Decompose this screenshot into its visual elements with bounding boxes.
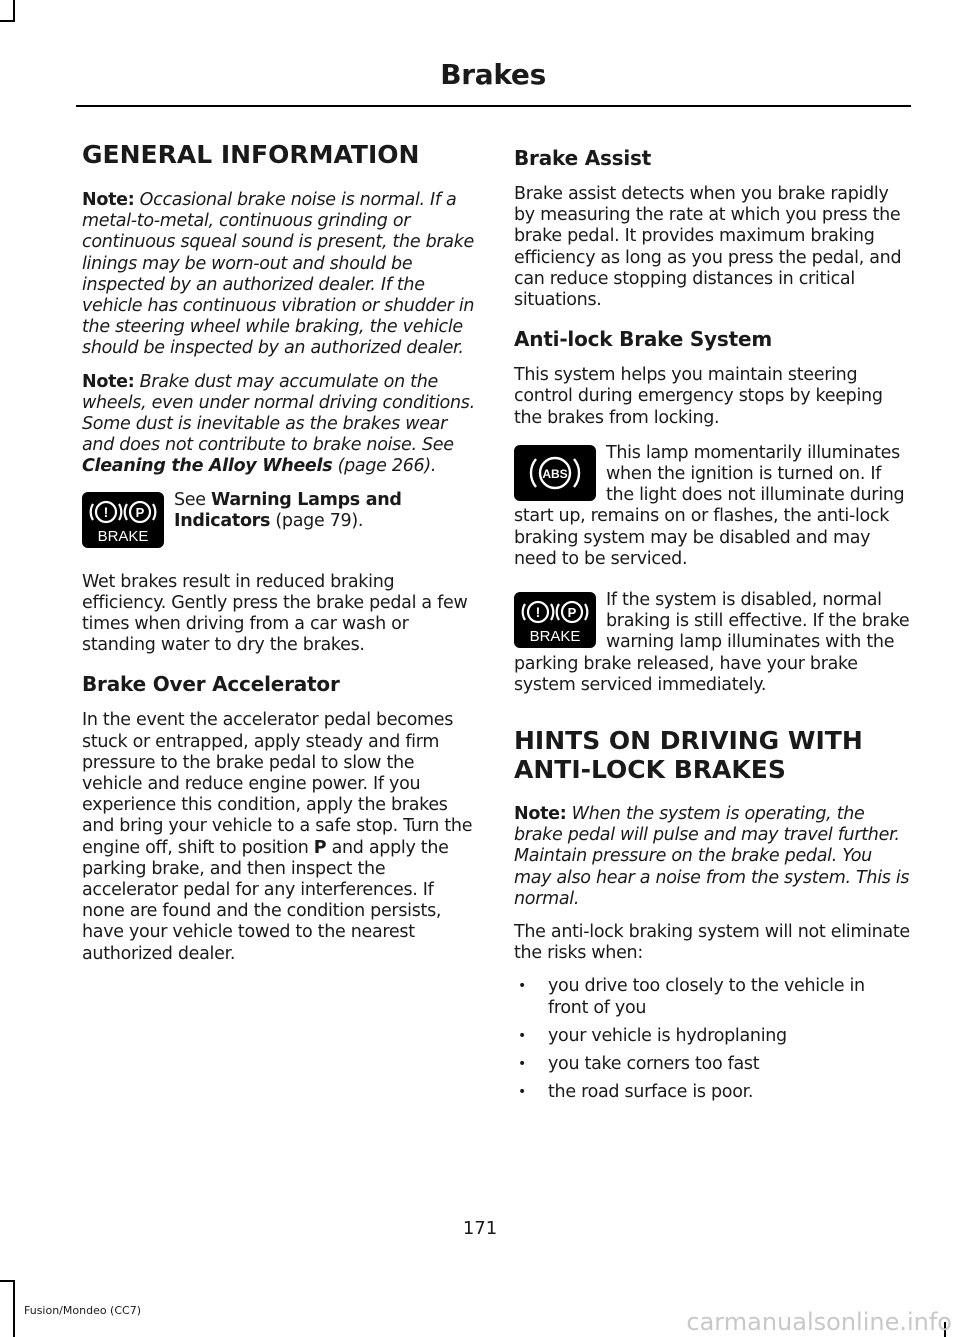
abs-icon-label: ABS: [542, 466, 568, 481]
boa-text: In the event the accelerator pedal becomes stuck or entrapped, apply steady and firm pressure to the brake pedal to slow the vehicle and reduce engine power. If you experience this condition, apply the brakes and bring your vehicle to a safe stop. Turn the engine off, shift to position: [82, 710, 473, 858]
list-item: • the road surface is poor.: [514, 1082, 910, 1103]
svg-text:P: P: [135, 504, 145, 520]
note-label: Note:: [82, 371, 135, 392]
brake-over-accelerator-heading: Brake Over Accelerator: [82, 672, 340, 697]
note-text: Occasional brake noise is normal. If a metal-to-metal, continuous grinding or continuous squeal sound is present, the brake linings may be worn-out and should be inspected by an authorized dealer. If the vehicle has continuous vibration or shudder in the steering wheel while braking, the vehicle should be inspected by an authorized dealer.: [82, 190, 475, 359]
hints-heading-line-1: HINTS ON DRIVING WITH: [514, 726, 863, 756]
warning-lamps-link[interactable]: Warning Lamps and Indicators: [174, 489, 402, 531]
brake-warning-lamp-icon: [514, 592, 596, 648]
note-text: When the system is operating, the brake pedal will pulse and may travel further. Maintain pressure on the brake pedal. You may also hear a noise from the system. This is normal.: [514, 804, 910, 909]
note-brake-dust: [82, 372, 478, 478]
abs-lamp-text: This lamp momentarily illuminates when the ignition is turned on. If the light does not illuminate during start up, remains on or flashes, the anti-lock braking system may be disabled and may need to be serviced.: [514, 442, 905, 569]
brake-warning-lamp-icon: [82, 492, 164, 548]
cleaning-alloy-wheels-link[interactable]: Cleaning the Alloy Wheels: [82, 456, 333, 477]
warning-lamps-page: (page 79).: [275, 510, 364, 531]
page-number: 171: [462, 1218, 498, 1239]
general-information-heading: GENERAL INFORMATION: [82, 140, 420, 169]
watermark: carmanualsonline.info: [686, 1308, 952, 1336]
note-text: Brake dust may accumulate on the wheels, even under normal driving conditions. Some dust is inevitable as the brakes wear and does not contribute to brake noise. See: [82, 371, 475, 456]
abs-heading: Anti-lock Brake System: [514, 327, 772, 352]
cleaning-alloy-wheels-page: (page 266).: [337, 456, 437, 477]
crop-mark: [0, 20, 15, 22]
brake-icon-label: BRAKE: [97, 527, 149, 545]
hints-heading-line-2: ANTI-LOCK BRAKES: [514, 755, 786, 785]
list-item: • you drive too closely to the vehicle in front of you: [514, 976, 910, 1018]
header-rule: [76, 105, 911, 107]
brake-lamp-text: If the system is disabled, normal braking is still effective. If the brake warning lamp illuminates with the parking brake released, have your brake system serviced immediately.: [514, 590, 910, 695]
list-item: • you take corners too fast: [514, 1054, 910, 1075]
svg-text:P: P: [567, 605, 577, 621]
risks-list: [514, 976, 910, 1103]
brake-lamp-block: [514, 590, 910, 696]
abs-paragraph: This system helps you maintain steering control during emergency stops by keeping the brakes from locking.: [514, 365, 883, 428]
abs-warning-lamp-icon: [514, 445, 596, 501]
gear-position-p: P: [313, 837, 327, 858]
brake-assist-heading: Brake Assist: [514, 146, 652, 170]
note-label: Note:: [82, 190, 135, 210]
wet-brakes-paragraph: Wet brakes result in reduced braking efficiency. Gently press the brake pedal a few times when driving from a car wash or standing water to dry the brakes.: [82, 571, 468, 656]
list-item: • your vehicle is hydroplaning: [514, 1026, 910, 1047]
crop-mark: [13, 1280, 15, 1337]
brake-assist-paragraph: Brake assist detects when you brake rapidly by measuring the rate at which you press the brake pedal. It provides maximum braking efficiency as long as you press the pedal, and can reduce stopping distances in critical situations.: [514, 184, 902, 311]
brake-lamp-reference: [82, 490, 478, 552]
svg-text:!: !: [103, 503, 109, 520]
note-label: Note:: [514, 804, 567, 825]
note-brake-noise: [82, 190, 478, 360]
abs-lamp-block: [514, 443, 910, 570]
boa-text: and apply the parking brake, and then inspect the accelerator pedal for any interferences. If none are found and the condition persists, have your vehicle towed to the nearest authorized dealer.: [82, 837, 449, 964]
right-column: [514, 146, 910, 1111]
brake-over-accelerator-paragraph: [82, 710, 478, 964]
see-text: See: [174, 489, 206, 510]
page-header-title: Brakes: [440, 58, 546, 91]
risks-intro: The anti-lock braking system will not eliminate the risks when:: [514, 922, 910, 964]
left-column: [82, 140, 478, 977]
hints-heading: [514, 726, 910, 784]
crop-mark: [0, 1280, 15, 1282]
brake-icon-label: BRAKE: [529, 628, 581, 646]
footer-model: Fusion/Mondeo (CC7): [24, 1304, 142, 1317]
note-system-operating: [514, 804, 910, 910]
svg-text:!: !: [535, 604, 541, 621]
crop-mark: [13, 0, 15, 22]
